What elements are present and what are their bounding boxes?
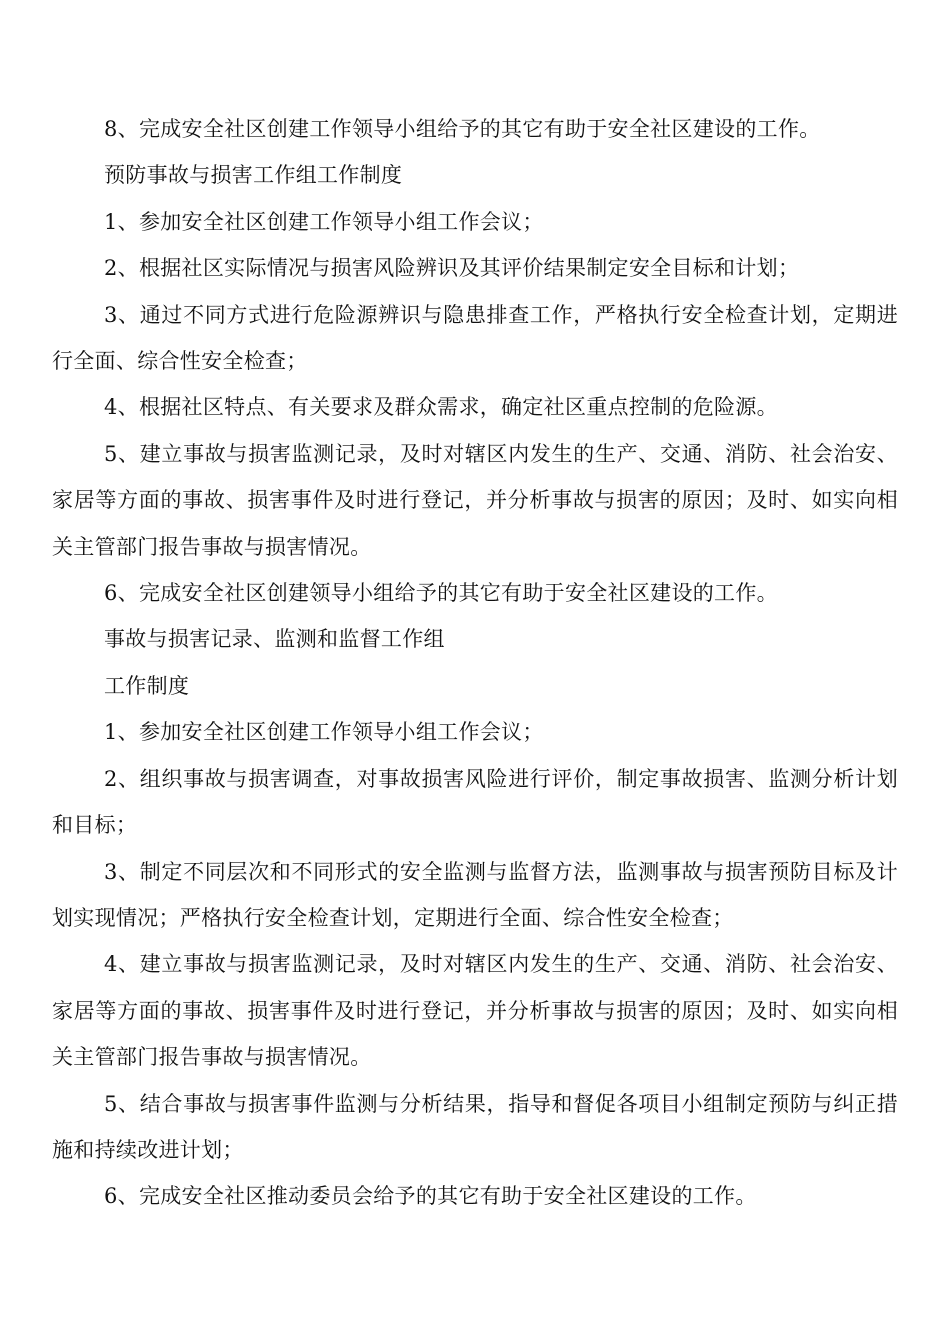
paragraph-prevention-item-4: 4、根据社区特点、有关要求及群众需求，确定社区重点控制的危险源。 <box>104 395 778 420</box>
paragraph-monitoring-item-6: 6、完成安全社区推动委员会给予的其它有助于安全社区建设的工作。 <box>104 1184 757 1209</box>
paragraph-item-8-previous-group: 8、完成安全社区创建工作领导小组给予的其它有助于安全社区建设的工作。 <box>104 117 821 141</box>
paragraph-prevention-item-3: 3、通过不同方式进行危险源辨识与隐患排查工作，严格执行安全检查计划，定期进行全面、综合性安全检查； <box>52 302 898 374</box>
paragraph-monitoring-item-5: 5、结合事故与损害事件监测与分析结果，指导和督促各项目小组制定预防与纠正措施和持续改进计划； <box>52 1091 898 1162</box>
document-page <box>52 106 898 1220</box>
paragraph-monitoring-item-1: 1、参加安全社区创建工作领导小组工作会议； <box>104 720 544 745</box>
paragraph-monitoring-item-2: 2、组织事故与损害调查，对事故损害风险进行评价，制定事故损害、监测分析计划和目标； <box>52 766 898 838</box>
paragraph-prevention-item-5: 5、建立事故与损害监测记录，及时对辖区内发生的生产、交通、消防、社会治安、家居等方面的事故、损害事件及时进行登记，并分析事故与损害的原因；及时、如实向相关主管部门报告事故与损害情况。 <box>52 441 898 559</box>
section-heading-prevention-group: 预防事故与损害工作组工作制度 <box>104 163 403 188</box>
section-heading-work-rules: 工作制度 <box>104 673 190 698</box>
paragraph-monitoring-item-3: 3、制定不同层次和不同形式的安全监测与监督方法，监测事故与损害预防目标及计划实现情况；严格执行安全检查计划，定期进行全面、综合性安全检查； <box>52 859 898 930</box>
paragraph-prevention-item-2: 2、根据社区实际情况与损害风险辨识及其评价结果制定安全目标和计划； <box>104 256 800 281</box>
paragraph-monitoring-item-4: 4、建立事故与损害监测记录，及时对辖区内发生的生产、交通、消防、社会治安、家居等方面的事故、损害事件及时进行登记，并分析事故与损害的原因；及时、如实向相关主管部门报告事故与损害情况。 <box>52 952 898 1070</box>
section-heading-monitoring-group: 事故与损害记录、监测和监督工作组 <box>104 627 445 652</box>
paragraph-prevention-item-6: 6、完成安全社区创建领导小组给予的其它有助于安全社区建设的工作。 <box>104 581 778 606</box>
paragraph-prevention-item-1: 1、参加安全社区创建工作领导小组工作会议； <box>104 209 544 234</box>
